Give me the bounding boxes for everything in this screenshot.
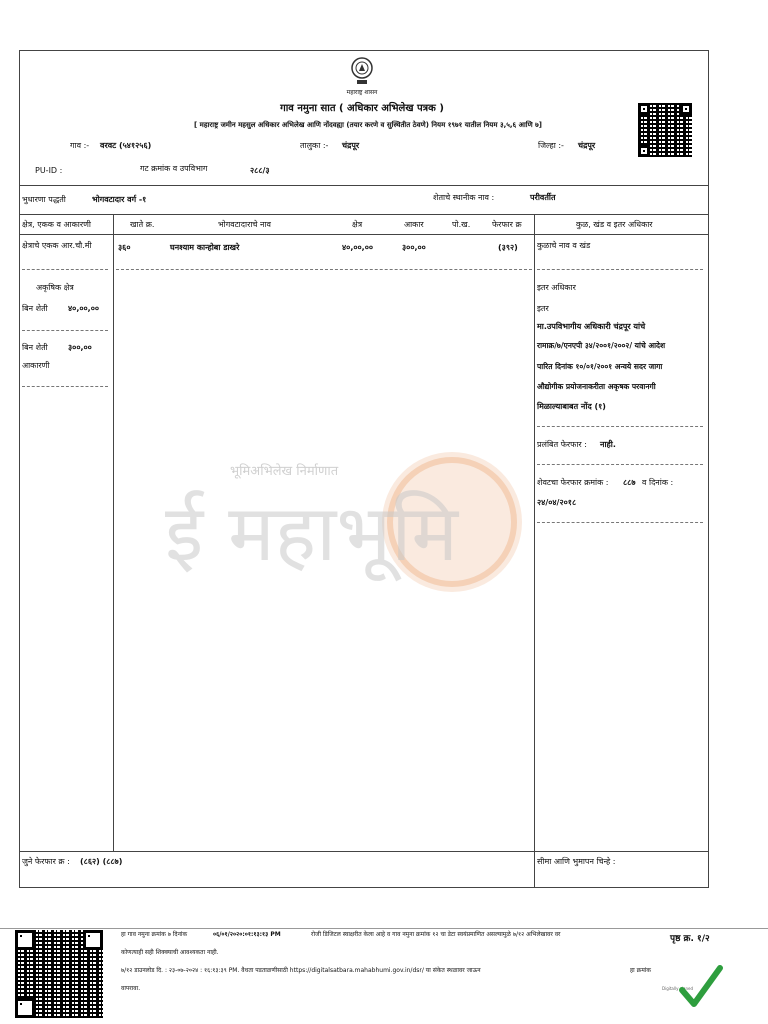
taluka-value: चंद्रपूर xyxy=(342,141,360,150)
col-mutation: फेरफार क्र xyxy=(492,220,522,229)
pending-value: नाही. xyxy=(600,440,616,449)
footer-line-1c: रोजी डिजिटल स्वाक्षरीत केला आहे व गाव नमुना क्रमांक १२ चा डेटा स्वयंप्रमाणित असल्यामुळे ७/१२ अभिलेखावर वर xyxy=(311,931,561,938)
record-sheet xyxy=(19,50,709,888)
footer-line-2: कोणत्याही सही शिक्क्याची आवश्यकता नाही. xyxy=(121,949,219,956)
nonagri-value: ४०,००,०० xyxy=(68,304,100,313)
old-mutation-label: जुने फेरफार क्र : xyxy=(22,857,70,866)
digitally-signed-label: Digitally signed xyxy=(662,986,693,991)
page-subtitle: [ महाराष्ट्र जमीन महसुल अधिकार अभिलेख आणि नोंदवह्या (तयार करणे व सुस्थितीत ठेवणे) नियम १९७१ यातील नियम ३,५,६ आणि ७] xyxy=(194,121,542,129)
district-label: जिल्हा :- xyxy=(538,141,564,150)
row-area: ४०,००,०० xyxy=(342,243,374,252)
row-holder: घनश्याम कान्होबा डाखरे xyxy=(170,243,240,252)
area-unit-label: क्षेत्राचे एकक आर.चौ.मी xyxy=(22,241,92,250)
rights-line-2: रामाक्र/७/एनएपी ३४/२००१/२००२/ यांचे आदेश xyxy=(537,341,666,350)
state-emblem-icon xyxy=(350,56,374,86)
last-mutation-no: ८८७ xyxy=(623,478,636,487)
col-pokh: पो.ख. xyxy=(452,220,471,229)
boundary-label: सीमा आणि भुमापन चिन्हे : xyxy=(537,857,616,866)
rights-line-3: पारित दिनांक १०/०१/२००१ अन्वये सदर जागा xyxy=(537,362,663,371)
footer-line-4: वापरावा. xyxy=(121,985,141,992)
tenant-label: कुळाचे नाव व खंड xyxy=(537,241,591,250)
page-number: पृष्ठ क्र. १/२ xyxy=(670,934,710,944)
footer-line-1a: हा गाव नमुना क्रमांक ७ दिनांक xyxy=(121,931,188,938)
last-mutation-date: २४/०४/२०१८ xyxy=(537,498,577,507)
row-account: ३६० xyxy=(118,243,131,252)
local-name-value: परीवर्तीत xyxy=(530,193,556,202)
village-value: वरवट (५४१२५६) xyxy=(100,141,152,150)
district-value: चंद्रपूर xyxy=(578,141,596,150)
col-holder: भोगवटादाराचे नाव xyxy=(218,220,271,229)
old-mutation-value: (८६२) (८८७) xyxy=(80,857,123,866)
other-rights-label: इतर अधिकार xyxy=(537,283,576,292)
page-title: गाव नमुना सात ( अधिकार अभिलेख पत्रक ) xyxy=(280,103,444,114)
watermark-brand: ई महाभूमि xyxy=(165,489,459,579)
tenure-method-value: भोगवटादार वर्ग -१ xyxy=(92,195,147,204)
col-rights: कुळ, खंड व इतर अधिकार xyxy=(576,220,653,229)
survey-label: गट क्रमांक व उपविभाग xyxy=(140,164,208,173)
check-mark-icon xyxy=(678,962,724,1010)
village-label: गाव :- xyxy=(70,141,90,150)
row-assessment: ३००,०० xyxy=(402,243,426,252)
assess-value: ३००,०० xyxy=(68,343,92,352)
header-qr-code-icon xyxy=(638,103,692,157)
puid-label: PU-ID : xyxy=(35,166,63,175)
pending-label: प्रलंबित फेरफार : xyxy=(537,440,587,449)
col-area-unit: क्षेत्र, एकक व आकारणी xyxy=(22,220,92,229)
other-label: इतर xyxy=(537,304,549,313)
row-mutation: (३९२) xyxy=(498,243,518,252)
last-mutation-label: शेवटचा फेरफार क्रमांक : xyxy=(537,478,609,487)
assess-label-2: आकारणी xyxy=(22,361,50,370)
rights-line-5: मिळाल्याबाबत नोंद (१) xyxy=(537,402,606,411)
assess-label: बिन शेती xyxy=(22,343,48,352)
col-assessment: आकार xyxy=(404,220,424,229)
watermark-tag: भूमिअभिलेख निर्माणात xyxy=(230,464,339,479)
footer-line-3: ७/१२ डाउनलोड दि. : २३-०७-२०२४ : १६:१३:३९ PM. वैधता पडताळणीसाठी https://digitalsatbara.mahabhumi.gov.in/dsr/ या संकेत स्थळावर जाऊन xyxy=(121,967,481,974)
local-name-label: शेताचे स्थानीक नाव : xyxy=(433,193,495,202)
col-account: खाते क्र. xyxy=(130,220,155,229)
last-mutation-mid: व दिनांक : xyxy=(642,478,674,487)
survey-value: २८८/३ xyxy=(250,166,270,175)
taluka-label: तालुका :- xyxy=(300,141,329,150)
col-area: क्षेत्र xyxy=(352,220,363,229)
nonagri-label: बिन शेती xyxy=(22,304,48,313)
footer-qr-code-icon xyxy=(15,930,103,1018)
rights-line-4: औद्योगीक प्रयोजनाकरीता अकृषक परवानगी xyxy=(537,382,656,391)
rights-line-1: मा.उपविभागीय अधिकारी चंद्रपूर यांचे xyxy=(537,322,646,331)
footer-line-1b: ०६/०१/२०२०:०१:१३:१३ PM xyxy=(213,931,281,938)
tenure-method-label: भुधारणा पद्धती xyxy=(22,195,66,204)
agri-area-label: अकृषिक क्षेत्र xyxy=(36,283,74,292)
govt-label: महाराष्ट्र शासन xyxy=(346,89,378,96)
footer-line-3b: हा क्रमांक xyxy=(630,967,652,974)
